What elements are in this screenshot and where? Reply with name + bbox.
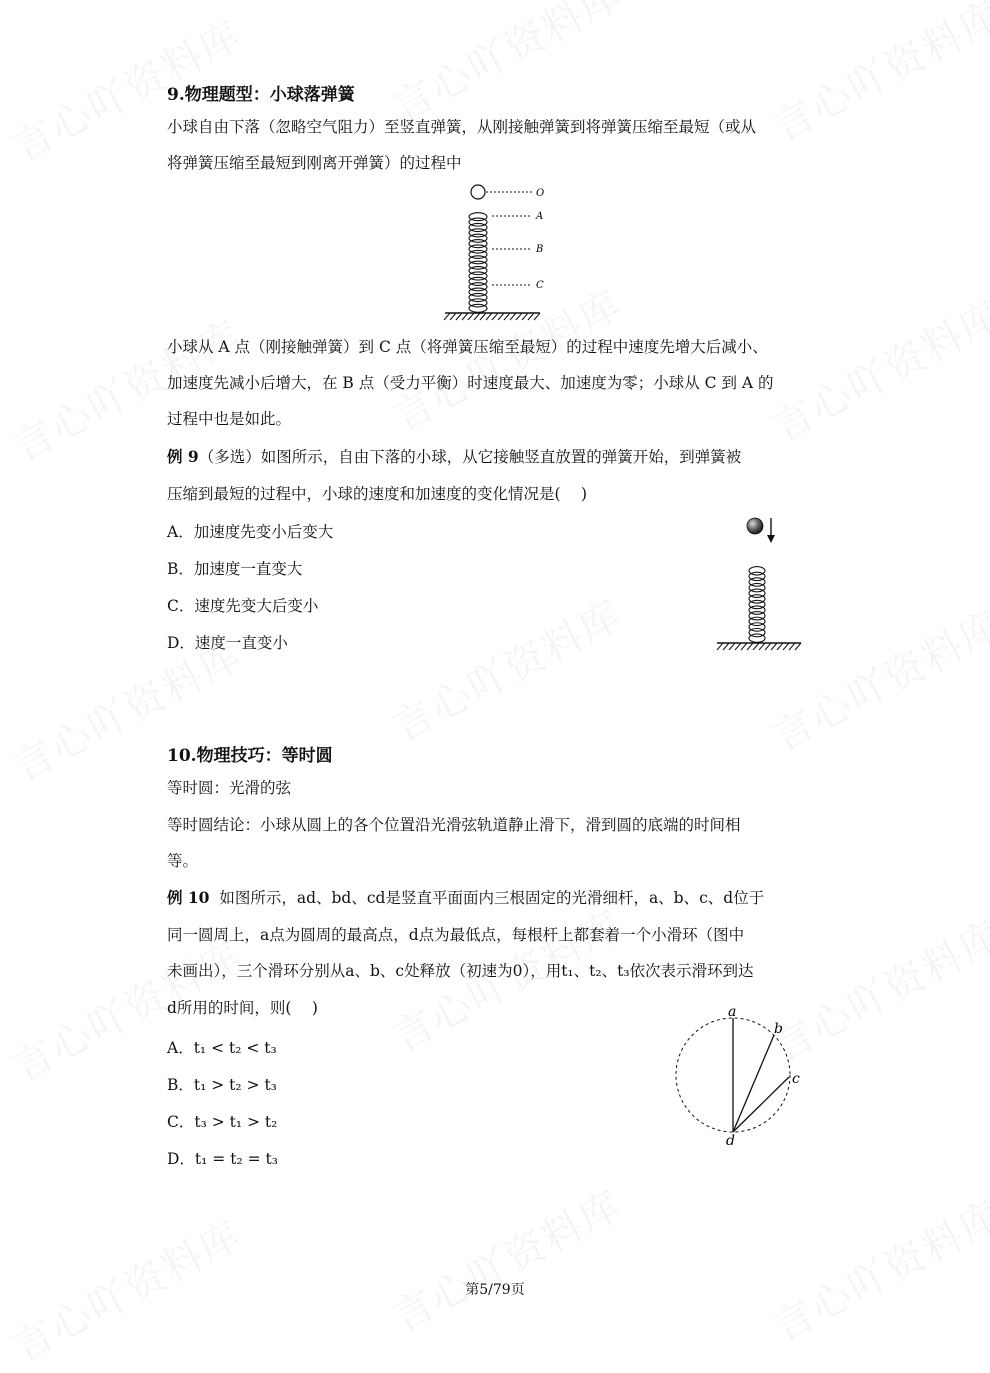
page-number: 第5/79页: [465, 1282, 525, 1298]
section-9-desc-line-1: 小球从 A 点（刚接触弹簧）到 C 点（将弹簧压缩至最短）的过程中速度先增大后减小、: [167, 338, 768, 356]
section-9-desc-line-3: 过程中也是如此。: [167, 410, 292, 428]
hatch-line: [729, 643, 735, 650]
hatch-line: [456, 313, 462, 320]
spring-loop: [469, 304, 487, 312]
hatch-line: [765, 643, 771, 650]
spring-coil: [469, 213, 487, 313]
example-10-label: 例 10: [167, 888, 210, 907]
watermark: [381, 0, 630, 133]
spring-coil: [749, 567, 765, 643]
isochronous-circle-diagram: [670, 1005, 810, 1150]
hatch-line: [522, 313, 528, 320]
hatch-line: [771, 643, 777, 650]
section-10-line-2: 等时圆结论：小球从圆上的各个位置沿光滑弦轨道静止滑下，滑到圆的底端的时间相: [167, 816, 741, 834]
section-9-title: 9.物理题型：小球落弹簧: [167, 85, 355, 105]
hatch-line: [759, 643, 765, 650]
hatch-line: [735, 643, 741, 650]
example-10-option-c: C．t₃ > t₁ > t₂: [167, 1113, 278, 1131]
hatch-line: [480, 313, 486, 320]
hatch-line: [795, 643, 801, 650]
watermark: [381, 584, 630, 753]
rod-bd: [733, 1035, 774, 1132]
hatch-line: [444, 313, 450, 320]
label-c: c: [792, 1071, 800, 1087]
section-10-line-1: 等时圆：光滑的弦: [167, 779, 292, 797]
example-10-line-3: 未画出），三个滑环分别从a、b、c处释放（初速为0），用t₁、t₂、t₃依次表示滑环到达: [167, 962, 754, 980]
example-9-option-c: C．速度先变大后变小: [167, 597, 319, 615]
hatch-line: [777, 643, 783, 650]
hatch-line: [723, 643, 729, 650]
example-10-line-2: 同一圆周上，a点为圆周的最高点，d点为最低点，每根杆上都套着一个小滑环（图中: [167, 926, 745, 944]
example-9-label: 例 9: [167, 447, 199, 466]
example-9-option-a: A．加速度先变小后变大: [167, 523, 334, 541]
hatch-line: [783, 643, 789, 650]
label-o: O: [536, 188, 545, 199]
label-b: B: [536, 244, 544, 255]
example-9-line-2: 压缩到最短的过程中，小球的速度和加速度的变化情况是( ): [167, 485, 588, 503]
hatch-line: [528, 313, 534, 320]
example-9-line-1: [167, 447, 741, 467]
hatch-line: [450, 313, 456, 320]
watermark: [761, 1184, 990, 1353]
hatch-line: [534, 313, 540, 320]
hatch-line: [510, 313, 516, 320]
example-10-option-d: D．t₁ = t₂ = t₃: [167, 1150, 278, 1168]
example-10-option-b: B．t₁ > t₂ > t₃: [167, 1076, 277, 1094]
watermark: [761, 284, 990, 453]
hatch-line: [747, 643, 753, 650]
hatch-line: [462, 313, 468, 320]
ball-spring-diagram: [715, 510, 805, 655]
example-10-line-4: d所用的时间，则( ): [167, 999, 318, 1017]
label-a: a: [728, 1004, 737, 1020]
hatch-line: [492, 313, 498, 320]
hatch-line: [486, 313, 492, 320]
ground-hatch: [444, 313, 540, 320]
example-9-option-b: B．加速度一直变大: [167, 560, 303, 578]
example-10-option-a: A．t₁ < t₂ < t₃: [167, 1039, 277, 1057]
example-10-text-1: 如图所示，ad、bd、cd是竖直平面面内三根固定的光滑细杆，a、b、c、d位于: [219, 889, 765, 907]
label-b: b: [774, 1021, 783, 1037]
example-10-line-1: [167, 888, 764, 908]
hatch-line: [789, 643, 795, 650]
hatch-line: [504, 313, 510, 320]
hatch-line: [468, 313, 474, 320]
watermark: [761, 0, 990, 153]
down-arrow-icon: [767, 535, 775, 543]
label-d: d: [726, 1133, 735, 1149]
ground-hatch: [717, 643, 801, 650]
section-10-title: 10.物理技巧：等时圆: [167, 746, 333, 766]
section-9-intro-line-2: 将弹簧压缩至最短到刚离开弹簧）的过程中: [167, 154, 462, 172]
section-10-line-3: 等。: [167, 852, 199, 870]
example-9-option-d: D．速度一直变小: [167, 634, 288, 652]
watermark: [381, 1174, 630, 1343]
spring-loop: [749, 634, 765, 642]
section-9-intro-line-1: 小球自由下落（忽略空气阻力）至竖直弹簧，从刚接触弹簧到将弹簧压缩至最短（或从: [167, 118, 757, 136]
spring-diagram-oabc: [440, 180, 560, 325]
hatch-line: [717, 643, 723, 650]
ball: [747, 518, 763, 534]
label-a: A: [536, 211, 544, 222]
hatch-line: [498, 313, 504, 320]
example-9-text-1: （多选）如图所示，自由下落的小球，从它接触竖直放置的弹簧开始，到弹簧被: [198, 448, 742, 466]
hatch-line: [474, 313, 480, 320]
hatch-line: [753, 643, 759, 650]
hatch-line: [516, 313, 522, 320]
section-9-desc-line-2: 加速度先减小后增大，在 B 点（受力平衡）时速度最大、加速度为零；小球从 C 到 A 的: [167, 374, 774, 392]
label-c: C: [536, 280, 544, 291]
hatch-line: [741, 643, 747, 650]
rod-cd: [733, 1077, 789, 1132]
